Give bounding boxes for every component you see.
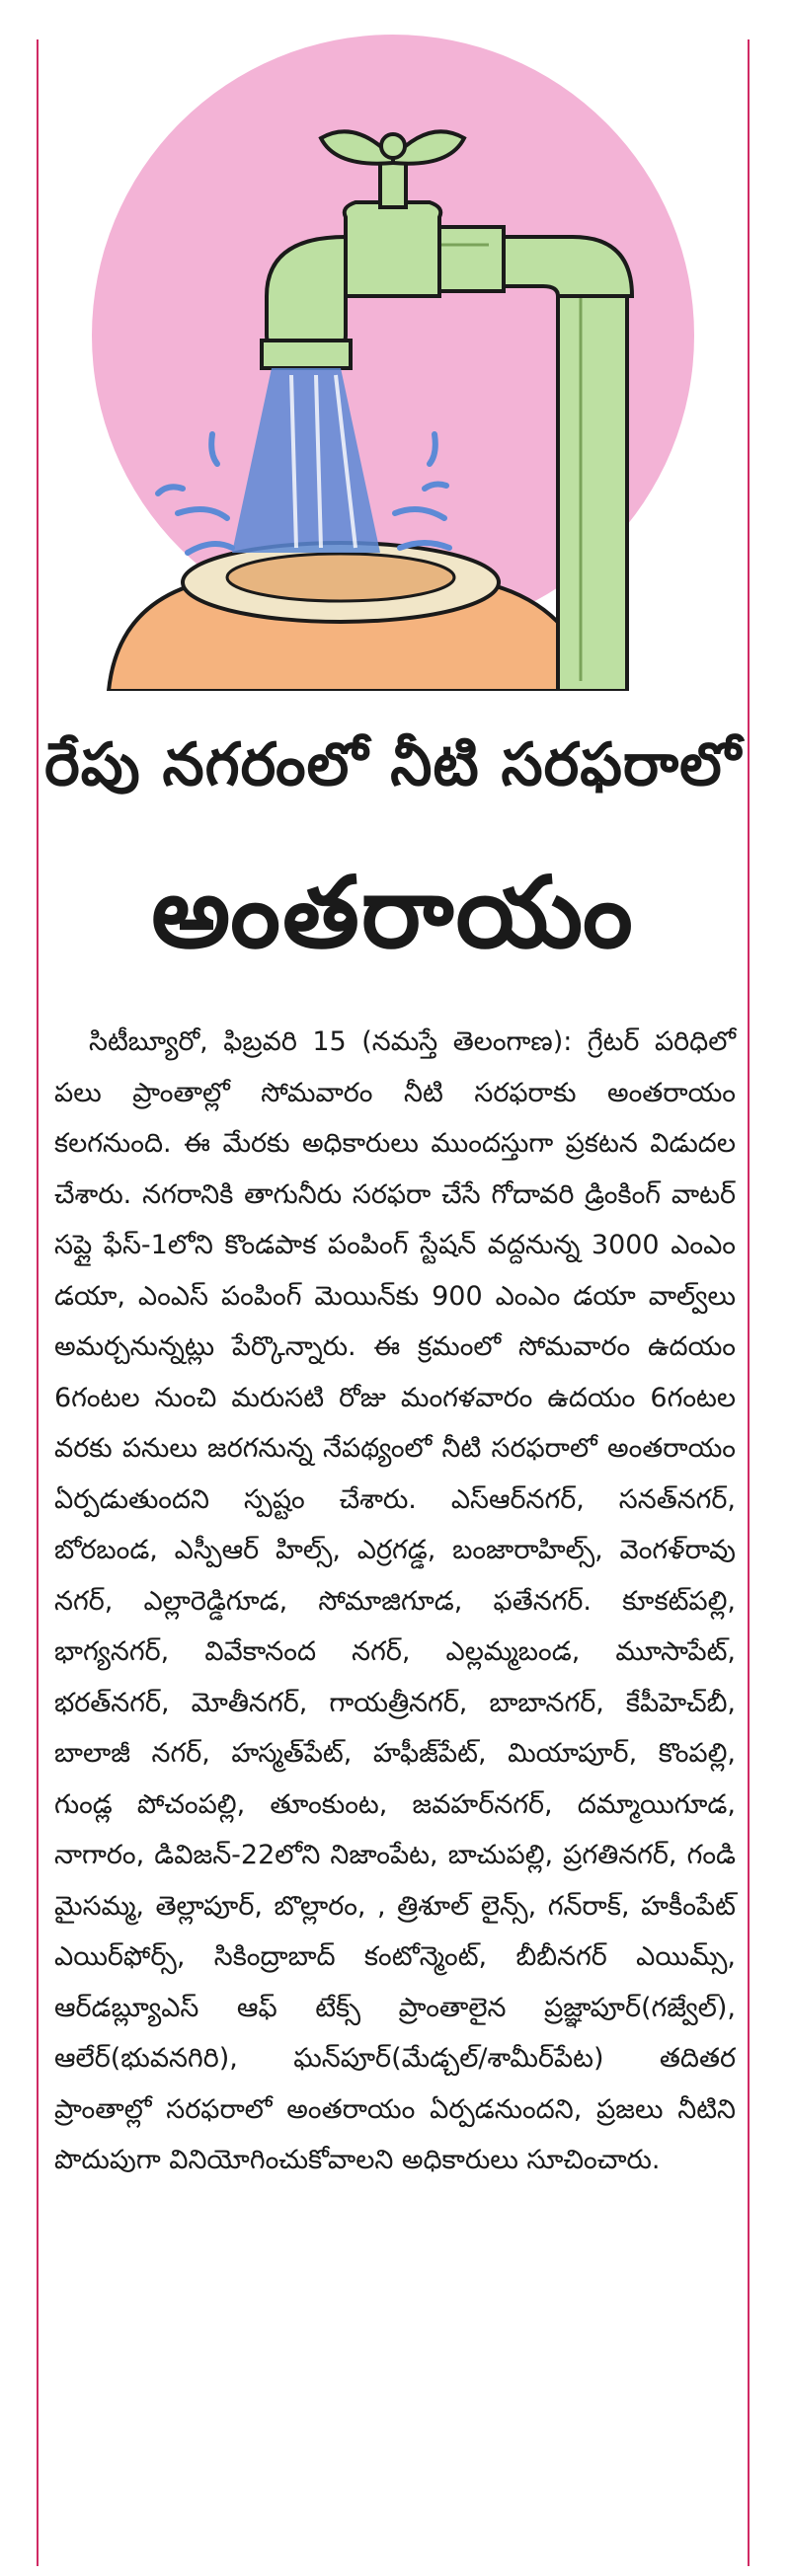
pipe-elbow — [494, 237, 632, 296]
tap-body — [345, 202, 441, 296]
article-subheadline: రేపు నగరంలో నీటి సరఫరాలో — [44, 730, 742, 799]
water-tap-illustration — [40, 0, 747, 691]
right-column-rule — [748, 39, 750, 2566]
spout-nozzle — [262, 341, 351, 368]
article-body-text: సిటీబ్యూరో, ఫిబ్రవరి 15 (నమస్తే తెలంగాణ): గ్రేటర్ పరిధిలో పలు ప్రాంతాల్లో సోమవారం నీటి సరఫరాకు అంతరాయం కలగనుంది. ఈ మేరకు అధికారులు ముందస్తుగా ప్రకటన విడుదల చేశారు. నగరానికి తాగునీరు సరఫరా చేసే గోదావరి డ్రింకింగ్ వాటర్ సప్లై ఫేస్-1లోని కొండపాక పంపింగ్ స్టేషన్ వద్దనున్న 3000 ఎంఎం డయా, ఎంఎస్ పంపింగ్ మెయిన్‌కు 900 ఎంఎం డయా వాల్వ్‌లు అమర్చనున్నట్లు పేర్కొన్నారు. ఈ క్రమంలో సోమవారం ఉదయం 6గంటల నుంచి మరుసటి రోజు మంగళవారం ఉదయం 6గంటల వరకు పనులు జరగనున్న నేపథ్యంలో నీటి సరఫరాలో అంతరాయం ఏర్పడుతుందని స్పష్టం చేశారు. ఎస్ఆర్‌నగర్, సనత్‌నగర్, బోరబండ, ఎస్పీఆర్ హిల్స్, ఎర్రగడ్డ, బంజారాహిల్స్, వెంగళ్‌రావు నగర్, ఎల్లారెడ్డిగూడ, సోమాజిగూడ, ఫతేనగర్. కూకట్‌పల్లి, భాగ్యనగర్, వివేకానంద నగర్, ఎల్లమ్మబండ, మూసాపేట్, భరత్‌నగర్, మోతీనగర్, గాయత్రీనగర్, బాబానగర్, కేపీహెచ్‌బీ, బాలాజీ నగర్, హస్మత్‌పేట్, హఫీజ్‌పేట్, మియాపూర్, కొంపల్లి, గుండ్ల పోచంపల్లి, తూంకుంట, జవహర్‌నగర్, దమ్మాయిగూడ, నాగారం, డివిజన్-22లోని నిజాంపేట, బాచుపల్లి, ప్రగతినగర్, గండి మైసమ్మ, తెల్లాపూర్, బొల్లారం, , త్రిశూల్ లైన్స్, గన్‌రాక్, హకీంపేట్ ఎయిర్‌ఫోర్స్, సికింద్రాబాద్ కంటోన్మెంట్, బీబీనగర్ ఎయిమ్స్, ఆర్‌డబ్ల్యూఎస్ ఆఫ్ టేక్స్ ప్రాంతాలైన ప్రజ్ఞాపూర్(గజ్వేల్), ఆలేర్(భువనగిరి), ఘన్‌పూర్(మేడ్చల్/శామీర్‌పేట) తదితర ప్రాంతాల్లో సరఫరాలో అంతరాయం ఏర్పడనుందని, ప్రజలు నీటిని పొదుపుగా వినియోగించుకోవాలని అధికారులు సూచించారు. — [54, 1026, 736, 2175]
left-column-rule — [37, 39, 39, 2566]
pot-mouth — [227, 554, 454, 601]
article-headline: అంతరాయం — [151, 855, 635, 970]
vertical-pipe — [558, 281, 627, 691]
article-body — [54, 1017, 736, 2186]
water-tap-icon — [40, 0, 747, 691]
